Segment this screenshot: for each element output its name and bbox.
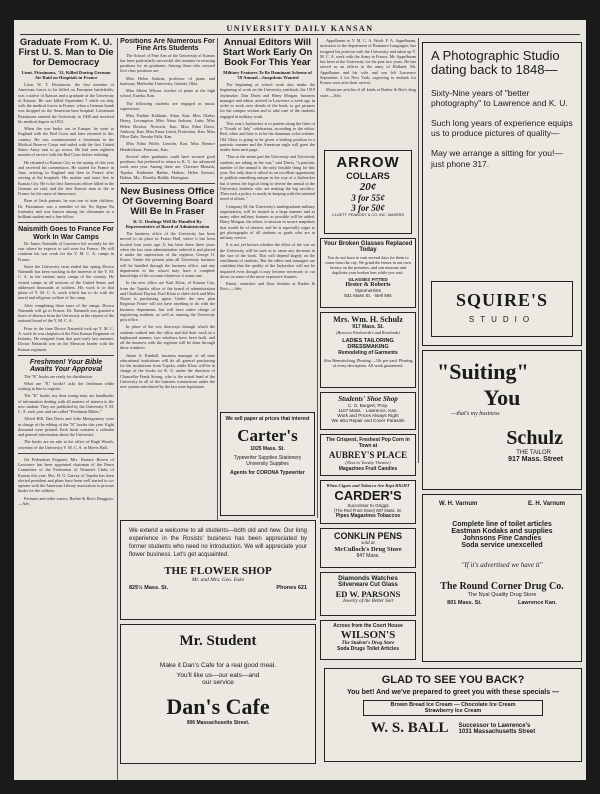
ad-arrow-maker: CLUETT, PEABODY & CO. INC. MAKERS <box>332 213 404 217</box>
ad-aubreys-place <box>320 434 416 476</box>
article-paragraph: This year's Jayhawker is to pattern along the lines of a "Fourth of July" celebration, according to the editor. Red, white and blue is to be the dominant color scheme. Old Glory is going to be given a leading position in a patriotic manner and the American eagle will greet the reader from each page. <box>220 120 315 152</box>
ad-shoe-contact: 1107 Mass. · Lawrence, Kan. <box>338 408 398 413</box>
ad-varnum-line: Johnsons Fine Candies <box>462 535 542 542</box>
ad-flower-phone: Phones 621 <box>276 585 307 592</box>
ad-varnum-quote: "If it's advertised we have it" <box>461 561 543 569</box>
article-paragraph: In place of the two doorways through which the students walked into the office and did their work in a haphazard manner, two windows have been built, and all the business with the registrar will be done through these windows. <box>120 324 215 351</box>
ad-conklin-addr: 847 Mass. <box>356 553 380 559</box>
ad-squire-name: SQUIRE'S <box>455 290 549 310</box>
ad-ball-bar2: Strawberry Ice Cream <box>424 708 482 714</box>
ad-carder-items: Pipes Magazines Tobaccos <box>335 513 401 519</box>
ad-varnum-line: Complete line of toilet articles <box>452 521 552 528</box>
article-paragraph: "Due to the entire part the University and University students are taking in the war," said Davis, "a patriotic number of the annual is the only feasible thing for this year. Not only does it afford us an excellent opportunity to publish something unique in the way of a Jayhawker but it seems the logical thing to devote the annual to the University students who are making the big sacrifice. Then such a policy is surely in keeping with the national trend of affairs." <box>220 154 315 202</box>
ad-shoe-city: Lawrence, Kan. <box>365 408 398 413</box>
ad-conklin-store: McCulloch's Drug Store <box>334 546 402 553</box>
article-paragraph: Dr. James Naismith of Lawrence left recently for the east where he expects to sail soon for France. He will continue his war work for the Y. M. C. A. camps in France. <box>18 240 114 262</box>
article-paragraph: Miss Alleen Wilson, teacher of piano at the high school, Eureka, Kan. <box>120 88 215 99</box>
ad-wilson-name: WILSON'S <box>340 629 396 641</box>
headline-naismith: Naismith Goes to France For Work In War Camps <box>18 226 114 241</box>
ad-glasses-addr: 831 Mass St. <box>344 293 372 299</box>
ad-carters-top: We sell paper at prices that interest <box>225 416 310 422</box>
ad-schulz-line2: Remodeling of Garments <box>338 350 398 356</box>
article-paragraph: James A. Kimball, business manager of all state educational institutions will do all general purchasing for the institutions from Topeka, while Klotz will be in charge of the books for K. U. under the direction of Chancellor Frank Strong, who is the actual head of the University in all of the business transactions under the new system introduced by the last state legislature. <box>120 352 215 390</box>
masthead: UNIVERSITY DAILY KANSAN <box>226 24 374 33</box>
ad-arrow-price: 20¢ <box>359 181 377 193</box>
ad-ball-footer <box>333 720 573 737</box>
column-rule <box>217 38 218 528</box>
headline-fine-arts: Positions Are Numerous For Fine Arts Students <box>120 38 215 53</box>
ad-schulz-loc: (Between Woolworth's and Rowlands) <box>336 330 400 335</box>
ad-dan-addr: 906 Massachusetts Street. <box>186 720 250 726</box>
ad-parsons-name: ED W. PARSONS <box>335 589 401 599</box>
article-paragraph: The School of Fine Arts of the University of Kansas has been particularly successful this summer in securing positions for its graduates. Among those who secured first class positions are: <box>120 52 215 74</box>
article-paragraph: Paints, varnishes and floor finishes at Barber & Bos's.—Adv. <box>220 281 315 292</box>
ad-shoe-addr: 1107 Mass. <box>338 408 362 413</box>
ad-flower-contact <box>129 585 307 591</box>
headline-freshmen: Freshmen! Your Bible Awaits Your Approval <box>29 358 103 374</box>
ad-glasses-fitted: GLASSES FITTED <box>348 277 388 283</box>
ad-shoe-name: C. O. Burgert, Prop. <box>347 403 389 408</box>
ad-suiting-tailor: THE TAILOR <box>516 450 551 456</box>
ad-ball-sub: You bet! And we've prepared to greet you with these specials — <box>346 689 560 696</box>
ad-squires-studio <box>422 42 582 346</box>
ad-schulz-line1: LADIES TAILORING DRESSMAKING <box>342 338 394 350</box>
ad-glasses-name: Hester & Roberts <box>345 282 391 289</box>
ad-ball-name: W. S. BALL <box>370 720 449 736</box>
ad-carder-sub: Successor to Griggs <box>347 503 389 508</box>
ad-suiting-name: Schulz <box>506 427 563 449</box>
ad-suiting-addr: 917 Mass. Street <box>508 456 563 463</box>
ad-glasses-contact: 831 Mass St. · Bell 594 <box>344 293 392 299</box>
article-paragraph: When the war broke out in Europe, he went to England with the Red Cross and later returned to this country. He was commissioned a lieutenant in the Medical Reserve Corps and sailed with the first United States Army unit to go across. He had seen eighteen months of service with the Red Cross before enlisting. <box>18 126 114 158</box>
ad-aubrey-items: Magazines Fruit Candies <box>338 466 398 472</box>
ad-carder-top: When Cigars and Tobacco Are Kept RIGHT <box>326 483 410 488</box>
divider <box>120 183 215 184</box>
ad-varnum-agency: The Nyal Quality Drug Store <box>467 592 537 598</box>
ad-ball-succ: Successor to Lawrence's <box>458 722 531 729</box>
article-paragraph: Lieut. W. T. Fitzsimons, the first member of American forces to be killed on European battlefields, was a native of Kansas and a graduate of the University of Kansas. He was killed September 7 while on duty with the medical forces in France, when a German bomb was dropped on the American base hospital. Lieutenant Fitzsimons entered the University in 1908 and received his medical degree in 1912. <box>18 82 114 124</box>
ad-carters <box>220 412 315 516</box>
column-3 <box>220 38 315 408</box>
ad-varnum-contact <box>429 600 575 606</box>
ad-suiting-3: —that's my business <box>451 411 500 417</box>
article-paragraph: Born of Irish parents, he was one of nine children. Dr. Fitzsimons was a member of the Nu Sigma Nu fraternity and was known among his classmates as a brilliant student and a fine fellow. <box>18 198 114 219</box>
ad-schulz-tailor <box>422 350 582 490</box>
ad-glasses-type: Optometrists <box>354 288 382 294</box>
article-paragraph: The business office of the University has been moved to its place in Fraser Hall, where it has been located four years ago. It has been there three years when the last state administration ordered it and placed it under the supervision of the registrar, George O. Foster. Under the present plan all University business will be handled through the business office, and any department in the school may have a complete knowledge of the account whenever it wants one. <box>120 231 215 279</box>
column-4 <box>320 38 416 146</box>
ad-parsons-title: Diamonds Watches <box>338 575 398 582</box>
article-paragraph: The books are on sale at the office of Rugh Woods, secretary of the University Y. M. C. A. in Myers Hall. <box>18 439 114 450</box>
ad-flower-body: We extend a welcome to all students—both old and new. Our long experience in the Rosists' business has been appreciated by former students who need no introduction. We will appreciate your flower business. Let's get acquainted. <box>129 528 307 559</box>
ad-carters-foot: Agents for CORONA Typewriter <box>230 470 305 476</box>
ad-dan-line: our service <box>202 679 234 686</box>
ad-varnum-addr: 801 Mass. St. <box>447 600 482 606</box>
ad-schulz-addr: 917 Mass. St. <box>352 324 384 330</box>
article-paragraph: It is not yet known whether the effect of the war on the University will be such as to cause any decrease in the size of the book. This will depend largely on the enrollment of students. But the editor and managers are confident that the quality of the Jayhawker will not be impaired even though it may become necessary to cut down on some of the more expensive features. <box>220 242 315 279</box>
ad-wilson-top: Across from the Court House <box>333 623 403 629</box>
article-paragraph: In the new office are Karl Klotz, of Kansas City, from the Topeka office of the board of administration and Charlotte Dayton. Karl Klotz is chief clerk and Miss Nixon is purchasing agent. Under the new plan Registrar Foster will not have anything to do with the business department, but will have entire charge of registering students, as well as running the University post office. <box>120 280 215 323</box>
ad-schulz-dressmaking <box>320 312 416 388</box>
ad-squire-studio: STUDIO <box>468 315 536 324</box>
ad-flower-addr: 825½ Mass. St. <box>129 585 169 592</box>
ad-carder-name: CARDER'S <box>334 488 402 503</box>
column-rule <box>117 38 118 780</box>
ad-aubrey-loc: (Next to Varsity Theatre) <box>345 460 391 465</box>
ad-carders <box>320 480 416 524</box>
ad-varnum-city: Lawrence Kan. <box>518 600 557 606</box>
ad-round-corner-drug <box>422 494 582 662</box>
article-paragraph: Miss Edna Wolfe, Lincoln, Kan. Miss Bernice Hendrickson, Formoso, Kan. <box>120 141 215 152</box>
ad-shoe-shop <box>320 392 416 430</box>
ad-carters-addr: 1025 Mass. St. <box>250 446 285 452</box>
subhead-fitzsimons: Lieut. Fitzsimons, '12, Killed During German Air Raid on Hospitals in France <box>21 69 111 80</box>
column-rule <box>418 38 419 463</box>
ad-varnum-left: W. H. Varnum <box>439 501 478 507</box>
ad-carters-name: Carter's <box>237 426 298 445</box>
masthead-rule <box>20 34 580 35</box>
subhead-annual-editors: Military Features To Be Dominant Scheme of '18 Annual—Snapshots Wanted <box>223 69 312 80</box>
ad-parsons-sub: Silverware Cut Glass <box>338 582 398 588</box>
article-paragraph: The "K" books are ready for distribution. <box>24 373 93 379</box>
ad-arrow-collars <box>324 150 412 234</box>
ad-ball-addr: 1031 Massachusetts Street <box>458 728 536 735</box>
subhead-business-office: K. U. Dealings Will Be Handled By Representative of Board of Administration <box>125 219 210 230</box>
ad-flower-name: THE FLOWER SHOP <box>164 565 272 578</box>
headline-annual-editors: Annual Editors Will Start Work Early On Book For This Year <box>222 38 313 68</box>
ad-glasses-phone: Bell 594 <box>375 293 392 299</box>
ad-varnum-line: Soda service unexcelled <box>461 542 543 549</box>
article-paragraph: Perfume and toilet waters, Barber & Bos's Druggists.—Adv. <box>18 495 114 506</box>
ad-carters-items: Typewriter Supplies Stationery University Supplies <box>233 455 302 467</box>
ad-ball-specials-box <box>363 700 543 716</box>
article-paragraph: Prior to the time Doctor Naismith took up Y. M. C. A. work he was chaplain of the First Kansas Regiment of Infantry. He resigned from that post early last summer. Doctor Naismith was on the Mexican border with the Kansas regiment. <box>18 325 114 352</box>
article-paragraph: Company M, the University's undergraduate military organization, will be treated in a large manner and as many other military features as possible will be added. Harry Morgan, the editor, is anxious to secure snapshots that would be of interest, and he is especially eager to get photographs of all students or grads who are in military service. <box>220 203 315 240</box>
ad-aubrey-title: The Crispest, Freshest Pop Corn in Town at <box>326 437 410 449</box>
article-paragraph: Manicure articles of all kinds at Barber & Bos's drug store.—Adv. <box>320 87 416 98</box>
ad-glasses-title: Your Broken Glasses Replaced Today <box>323 241 413 253</box>
ad-glasses <box>320 238 416 308</box>
ad-squire-logo-box <box>431 281 573 337</box>
ad-conklin-sub: sold at <box>361 541 375 546</box>
ad-flower-shop <box>120 520 316 620</box>
headline-fitzsimons: Graduate From K. U. First U. S. Man to Die for Democracy <box>18 38 114 68</box>
article-paragraph: On Federation Program: Mrs. Eustace Brown of Lawrence has been appointed chairman of the Peace Committee of the Federation of Women's Clubs of Kansas this year. Mrs. H. G. Garvey of Topeka has been elected president and plans have been well started to co-operate with the American Library association to procure books for the soldiers. <box>18 456 114 494</box>
article-paragraph: Alfred Hill, Dan Davis and John Montgomery were in charge of the editing of the "K" books this year. Eight thousand were printed. Each book contains a calendar and general information about the University. <box>18 416 114 438</box>
ad-arrow-price: 3 for 50¢ <box>351 203 385 213</box>
ad-ball-address-block <box>459 723 536 735</box>
ad-dans-cafe <box>120 624 316 764</box>
ad-dan-name: Dan's Cafe <box>166 694 270 719</box>
ad-suiting-2: You <box>483 385 521 410</box>
article-paragraph: After completing these tours of the camps, Doctor Naismith will go to France. Dr. Naismith was granted a leave of absence from the University at the request of the national board of the Y. M. C. A. <box>18 302 114 324</box>
divider <box>18 355 114 356</box>
ad-carder-motto: (The Red Front Store) 807 Mass. St. <box>334 508 402 513</box>
column-2 <box>120 38 215 524</box>
ad-ws-ball <box>324 668 582 762</box>
column-1 <box>18 38 114 776</box>
ad-dan-title: Mr. Student <box>179 633 257 649</box>
ad-conklin-title: CONKLIN PENS <box>333 531 402 541</box>
ad-dan-line: Make it Dan's Cafe for a real good meal. <box>159 662 277 669</box>
ad-arrow-price: 3 for 55¢ <box>351 193 385 203</box>
ad-ball-bar1: Brown Bread Ice Cream — Chocolate Ice Cream <box>390 702 516 708</box>
ad-wilson-sub: The Student's Drug Store <box>341 641 395 646</box>
ad-shoe-line2: We also Repair and Cover Parasols <box>331 418 405 423</box>
ad-arrow-brand: ARROW <box>336 154 400 171</box>
ad-squire-ask: May we arrange a sitting for you!—just phone 317. <box>431 148 563 169</box>
ad-glasses-body: You do not have to wait several days for them to come from the city. We grind the lenses in our own factory on the premises, and can measure and duplicate your broken lens while you wait. <box>325 255 411 276</box>
ad-conklin-pens <box>320 528 416 568</box>
ad-flower-owner: Mr. and Mrs. Geo. Eske <box>191 577 245 584</box>
ad-schulz-foot: Also Hemstitching, Pleating —10c per yard. Pleating of every description. All work guaranteed. <box>323 358 413 368</box>
divider <box>18 453 114 454</box>
ad-suiting-1: "Suiting" <box>437 359 529 384</box>
article-paragraph: What are "K" books? asks the freshman while waiting in line to register. <box>18 380 114 392</box>
ad-shoe-line1: Work and Prices Always Right <box>337 413 399 418</box>
ad-aubrey-name: AUBREY'S PLACE <box>328 450 408 460</box>
article-paragraph: He returned to Kansas City in the spring of this year and received his commission. He started for France in June, arriving in England and then in France after serving at the hospitals. His mother and sister live in Kansas City. He is the first American officer killed in the German air raid, and the first Kansas man to die in France for the cause of democracy. <box>18 159 114 196</box>
ad-shoe-title: Students' Shoe Shop <box>338 395 398 403</box>
ad-squire-title: A Photographic Studio dating back to 1848— <box>431 48 560 78</box>
ad-varnum-name: The Round Corner Drug Co. <box>440 581 564 592</box>
ad-ball-title: GLAD TO SEE YOU BACK? <box>381 674 525 686</box>
ad-dan-line: You'll like us—our eats—and <box>176 672 260 679</box>
article-paragraph: Miss Helen Jenkins, professor of piano and harmony, Methodist University, Guthrie, Okla. <box>120 75 215 86</box>
ad-arrow-collars-word: COLLARS <box>346 171 390 181</box>
article-paragraph: Appelbaum to Y. M. C. A. Work: F. A. Appelbaum, instructor in the department of Romance Languages, has resigned his position with the University and taken up Y. M. C. A. work with the Army in France. Mr. Appelbaum has been at the University for the past two years. He has served as an officer in the army of Holland. Mr. Appelbaum and his wife and son left Lawrence September 4 for New York, expecting to embark for France soon after their arrival. <box>320 38 416 85</box>
ad-varnum-line: Eastman Kodaks and supplies <box>451 528 553 535</box>
article-paragraph: The beginning of school work also marks the beginning of work on the University yearbook, the 1919 Jayhawker. Dan Davis and Harry Morgan, business manager and editor, arrived in Lawrence a week ago in order to work over details of the book, to get pictures for the campus section and to take care of the students engaged in military work. <box>220 82 315 119</box>
ad-wilson-items: Soda Drugs Toilet Articles <box>337 646 399 652</box>
ad-wilsons <box>320 620 416 660</box>
column-rule <box>317 38 318 518</box>
ad-varnum-names <box>429 501 575 507</box>
ad-varnum-right: E. H. Varnum <box>527 501 565 507</box>
ad-squire-sub: Sixty-Nine years of "better photography" to Lawrence and K. U. <box>431 87 568 108</box>
article-paragraph: The following students are engaged as music supervisors: <box>120 100 215 111</box>
ad-schulz-name: Mrs. Wm. H. Schulz <box>333 315 403 324</box>
article-paragraph: The "K" books, my dear young man, are handbooks of information dealing with all matters of interest to the new student. They are published by the University Y. M. C. A. each year and are called "Freshman Bibles." <box>18 393 114 415</box>
ad-squire-body: Such long years of experience equips us to produce pictures of quality— <box>431 117 573 139</box>
article-paragraph: Several other graduates could have secured good positions, but preferred to return to K. U. for advanced work next year. Among these are: Clarence Monash, Topeka; Katherine Barber, Halton; Helen Stewart, Dalton, Mo.; Dorothy Riddle, Horington. <box>120 153 215 180</box>
ad-parsons-tag: Jewelry of the Better Sort <box>342 599 394 604</box>
headline-business-office: New Business Office Of Governing Board Will Be In Fraser <box>120 186 215 218</box>
ad-parsons <box>320 572 416 616</box>
newspaper-page <box>14 20 586 780</box>
article-paragraph: Since the University term ended last spring Doctor Naismith has been working in the interests of the Y. M. C. A. in the various army camps of the country. He visited camps in all sections of the United States and addressed thousands of soldiers. His work is in that phase of Y. M. C. A. work which has to do with the moral and religious welfare of the camp. <box>18 263 114 301</box>
divider <box>18 222 114 223</box>
article-paragraph: Miss Pauline Kirkham, Alma, Kan. Miss Gladys Henry, Lecompton. Miss Alma Jackson, Latin. Miss Helen Bowlus, Norwich, Kan. Miss Edna Davis, Anthony, Kan. Miss Erma Leach, Protection, Kan. Miss Olive Dale, Neosho Falls, Kan. <box>120 113 215 140</box>
